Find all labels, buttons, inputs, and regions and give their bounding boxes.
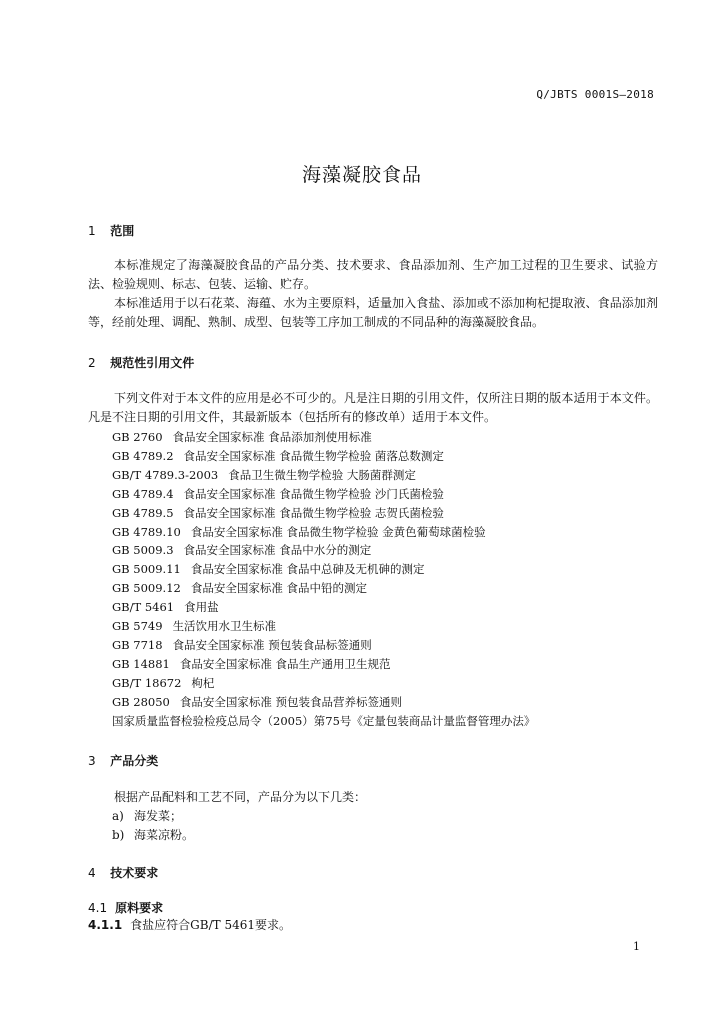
section-title: 技术要求 [110, 866, 159, 880]
reference-item: GB 4789.2 食品安全国家标准 食品微生物学检验 菌落总数测定 [112, 448, 444, 463]
reference-item: GB 5009.11 食品安全国家标准 食品中总砷及无机砷的测定 [112, 562, 425, 577]
reference-item: GB/T 18672 枸杞 [112, 675, 215, 690]
reference-item: GB 14881 食品安全国家标准 食品生产通用卫生规范 [112, 656, 391, 671]
reference-item: GB 2760 食品安全国家标准 食品添加剂使用标准 [112, 430, 372, 444]
section-number: 2 [88, 356, 96, 370]
reference-item: GB/T 4789.3-2003 食品卫生微生物学检验 大肠菌群测定 [112, 467, 416, 482]
normative-reference-list [112, 428, 535, 731]
reference-item: 国家质量监督检验检疫总局令（2005）第75号《定量包装商品计量监督管理办法》 [112, 713, 536, 728]
section-number: 1 [88, 224, 96, 238]
list-item: b) 海菜凉粉。 [112, 828, 195, 842]
page-number: 1 [633, 940, 640, 953]
reference-item: GB 5749 生活饮用水卫生标准 [112, 619, 277, 634]
section-2-heading [88, 354, 194, 371]
list-item: a) 海发菜； [112, 809, 183, 823]
document-title: 海藻凝胶食品 [301, 164, 422, 186]
reference-item: GB 5009.3 食品安全国家标准 食品中水分的测定 [112, 543, 372, 558]
section-1-paragraph-1: 本标准规定了海藻凝胶食品的产品分类、技术要求、食品添加剂、生产加工过程的卫生要求、试验方法、检验规则、标志、包装、运输、贮存。 [88, 258, 658, 291]
reference-item: GB 7718 食品安全国家标准 预包装食品标签通则 [112, 637, 372, 652]
section-3-heading [88, 752, 158, 769]
section-3-intro: 根据产品配料和工艺不同，产品分为以下几类： [114, 790, 367, 804]
section-4-heading [88, 864, 158, 881]
section-number: 3 [88, 754, 96, 768]
section-1-heading [88, 222, 134, 239]
reference-item: GB 4789.5 食品安全国家标准 食品微生物学检验 志贺氏菌检验 [112, 505, 444, 520]
section-2-intro: 下列文件对于本文件的应用是必不可少的。凡是注日期的引用文件，仅所注日期的版本适用于本文件。凡是不注日期的引用文件，其最新版本（包括所有的修改单）适用于本文件。 [88, 391, 658, 424]
reference-item: GB 28050 食品安全国家标准 预包装食品营养标签通则 [112, 694, 403, 709]
reference-item: GB 5009.12 食品安全国家标准 食品中铅的测定 [112, 581, 368, 596]
section-title: 范围 [110, 224, 135, 238]
standard-code: Q/JBTS 0001S—2018 [536, 88, 654, 101]
product-category-list [112, 807, 194, 845]
reference-item: GB/T 5461 食用盐 [112, 600, 219, 615]
clause-4-1-1: 4.1.1 食盐应符合GB/T 5461要求。 [88, 918, 291, 932]
section-title: 产品分类 [110, 754, 159, 768]
section-title: 规范性引用文件 [110, 356, 195, 370]
subsection-4-1-heading: 4.1 原料要求 [88, 901, 164, 915]
section-1-paragraph-2: 本标准适用于以石花菜、海蕴、水为主要原料，适量加入食盐、添加或不添加枸杞提取液、食品添加剂等，经前处理、调配、熟制、成型、包装等工序加工制成的不同品种的海藻凝胶食品。 [88, 296, 658, 329]
reference-item: GB 4789.10 食品安全国家标准 食品微生物学检验 金黄色葡萄球菌检验 [112, 524, 486, 539]
reference-item: GB 4789.4 食品安全国家标准 食品微生物学检验 沙门氏菌检验 [112, 486, 444, 501]
section-number: 4 [88, 866, 96, 880]
